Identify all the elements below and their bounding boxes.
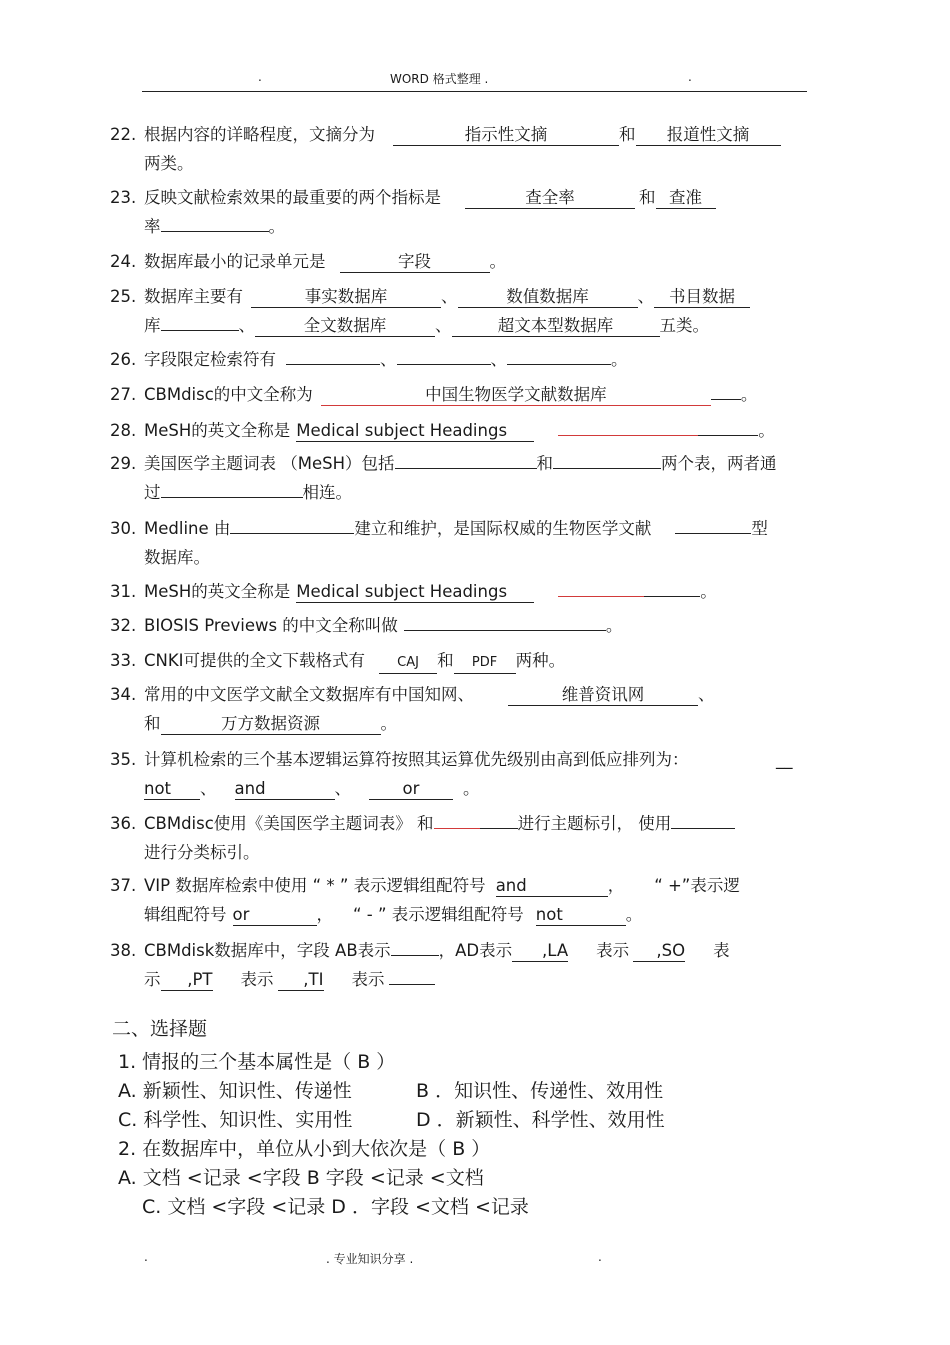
q36-red-blank (434, 828, 480, 829)
question-number: 25. (110, 287, 137, 306)
q36-text-2: 进行主题标引， 使用 (517, 814, 672, 833)
q27-text-2: 。 (740, 385, 758, 404)
q25-sep-1: 、 (441, 287, 458, 306)
q38-text-4: 表 (713, 941, 730, 960)
q27-blank (711, 399, 741, 400)
q34-answer-2: 万方数据资源 (161, 714, 381, 735)
q38-blank-2 (389, 984, 435, 985)
q26-text-1: 字段限定检索符有 (144, 350, 276, 369)
question-number: 35. (110, 750, 137, 769)
mc-q2-option-cd: C. 文档 <字段 <记录 D ．字段 <文档 <记录 (142, 1196, 529, 1218)
q33-answer-1: CAJ (379, 653, 437, 674)
footer-right-dot: . (598, 1250, 602, 1264)
question-number: 22. (110, 125, 137, 144)
q37-answer-3: not (536, 905, 626, 926)
q36-text-3: 进行分类标引。 (144, 843, 260, 862)
q30-text-2: 建立和维护，是国际权威的生物医学文献 (354, 519, 652, 538)
question-number: 30. (110, 519, 137, 538)
q28-answer-1: Medical subject Headings (296, 421, 534, 442)
q35-answer-2: and (235, 779, 335, 800)
q29-text-4: 过 (144, 483, 161, 502)
q35-answer-3: or (369, 779, 453, 800)
q23-answer-1: 查全率 (465, 188, 635, 209)
q30-text-1: Medline 由 (144, 519, 231, 538)
q31-text-2: 。 (700, 582, 717, 601)
q33-text-2: 和 (437, 651, 454, 670)
q38-text-7: 表示 (351, 970, 385, 989)
question-number: 34. (110, 685, 137, 704)
q38-blank-1 (391, 955, 439, 956)
q37-text-7: 。 (625, 905, 643, 924)
q24-text-1: 数据库最小的记录单元是 (144, 252, 326, 271)
q38-text-5: 示 (144, 970, 161, 989)
q23-text-3: 率 (144, 217, 161, 236)
q33-text-3: 两种。 (515, 651, 566, 670)
question-number: 26. (110, 350, 137, 369)
q34-text-3: 和 (144, 714, 161, 733)
mc-q1-option-b: B ．知识性、传递性、效用性 (416, 1080, 664, 1102)
section-title: 二、选择题 (112, 1018, 208, 1040)
q37-answer-2: or (233, 905, 317, 926)
q24-text-2: 。 (489, 252, 506, 271)
question-number: 24. (110, 252, 137, 271)
q25-text-1: 数据库主要有 (144, 287, 243, 306)
q38-answer-4: ,TI (278, 970, 324, 991)
q26-sep-2: 、 (490, 350, 507, 369)
q37-text-2: ， (607, 876, 625, 895)
q32-text-1: BIOSIS Previews 的中文全称叫做 (144, 616, 398, 635)
q22-answer-1: 指示性文摘 (393, 125, 619, 146)
q32-blank (404, 630, 606, 631)
q37-text-6: “ - ” 表示逻辑组配符号 (353, 905, 524, 924)
q38-text-6: 表示 (240, 970, 274, 989)
q38-answer-2: ,SO (633, 941, 685, 962)
q31-red-blank (558, 596, 644, 597)
q25-answer-3: 书目数据 (654, 287, 750, 308)
q34-text-1: 常用的中文医学文献全文数据库有中国知网、 (144, 685, 474, 704)
q29-text-2: 和 (536, 454, 554, 473)
q25-sep-3: 、 (238, 316, 255, 335)
q30-text-3: 型 (751, 519, 768, 538)
header-rule (142, 91, 807, 92)
q37-text-5: ， (316, 905, 333, 924)
mc-q1-stem: 1. 情报的三个基本属性是（ B ） (118, 1051, 396, 1073)
q26-blank-1 (286, 364, 380, 365)
q25-sep-2: 、 (637, 287, 654, 306)
question-number: 28. (110, 421, 137, 440)
q22-text-2: 和 (619, 125, 636, 144)
q30-blank-1 (230, 533, 354, 534)
q31-text-1: MeSH的英文全称是 (144, 582, 291, 601)
question-number: 37. (110, 876, 137, 895)
q38-text-1: CBMdisk数据库中，字段 AB表示 (144, 941, 391, 960)
q24-answer-1: 字段 (340, 252, 490, 273)
q35-text-2: __ (776, 750, 793, 769)
footer-center: . 专业知识分享 . (326, 1252, 414, 1266)
q29-text-5: 相连。 (302, 483, 352, 502)
q28-text-1: MeSH的英文全称是 (144, 421, 291, 440)
q36-blank-2 (671, 828, 735, 829)
q26-text-2: 。 (611, 350, 628, 369)
q36-blank-1 (480, 828, 518, 829)
q35-text-1: 计算机检索的三个基本逻辑运算符按照其运算优先级别由高到低应排列为： (144, 750, 689, 769)
q37-answer-1: and (496, 876, 608, 897)
q25-answer-1: 事实数据库 (251, 287, 441, 308)
footer-left-dot: . (144, 1250, 148, 1264)
q27-text-1: CBMdisc的中文全称为 (144, 385, 313, 404)
mc-q2-stem: 2. 在数据库中，单位从小到大依次是（ B ） (118, 1138, 491, 1160)
page-header (142, 68, 807, 90)
q25-answer-5: 超文本型数据库 (452, 316, 660, 337)
header-left-dot: . (258, 70, 262, 84)
q30-blank-2 (675, 533, 751, 534)
q29-text-1: 美国医学主题词表 （MeSH）包括 (144, 454, 395, 473)
question-number: 31. (110, 582, 137, 601)
q30-text-4: 数据库。 (144, 548, 210, 567)
q27-answer-1: 中国生物医学文献数据库 (321, 385, 711, 406)
mc-q2-option-ab: A. 文档 <记录 <字段 B 字段 <记录 <文档 (118, 1167, 484, 1189)
q25-sep-4: 、 (435, 316, 452, 335)
question-number: 36. (110, 814, 137, 833)
q37-text-4: 辑组配符号 (144, 905, 227, 924)
q36-text-1: CBMdisc使用《美国医学主题词表》 和 (144, 814, 434, 833)
q29-blank-1 (395, 468, 537, 469)
q26-blank-3 (507, 364, 611, 365)
q29-blank-2 (553, 468, 661, 469)
q31-answer-1: Medical subject Headings (296, 582, 534, 603)
header-title: WORD 格式整理 . (390, 72, 489, 86)
mc-q1-option-d: D ．新颖性、科学性、效用性 (416, 1109, 665, 1131)
q38-answer-1: ,LA (512, 941, 568, 962)
q25-text-2: 库 (144, 316, 161, 335)
q33-answer-2: PDF (454, 653, 516, 674)
q28-blank (698, 435, 758, 436)
q22-text-1: 根据内容的详略程度，文摘分为 (144, 125, 375, 144)
question-number: 38. (110, 941, 137, 960)
q35-text-3: 。 (463, 779, 480, 798)
q23-text-1: 反映文献检索效果的最重要的两个指标是 (144, 188, 441, 207)
q25-answer-4: 全文数据库 (255, 316, 435, 337)
q37-text-1: VIP 数据库检索中使用 “ * ” 表示逻辑组配符号 (144, 876, 486, 895)
question-number: 27. (110, 385, 137, 404)
q35-answer-1: not (144, 779, 200, 800)
q31-blank (644, 596, 700, 597)
q22-answer-2: 报道性文摘 (636, 125, 781, 146)
q35-sep-2: 、 (334, 779, 351, 798)
header-right-dot: . (688, 70, 692, 84)
q32-text-2: 。 (605, 616, 623, 635)
q33-text-1: CNKI可提供的全文下载格式有 (144, 651, 366, 670)
q29-text-3: 两个表，两者通 (661, 454, 777, 473)
q25-text-3: 五类。 (659, 316, 709, 335)
q34-answer-1: 维普资讯网 (508, 685, 698, 706)
mc-q1-option-a: A. 新颖性、知识性、传递性 (118, 1080, 352, 1102)
q23-text-2: 和 (639, 188, 656, 207)
question-number: 29. (110, 454, 137, 473)
q34-text-2: 、 (698, 685, 715, 704)
q26-blank-2 (397, 364, 491, 365)
q23-text-4: 。 (268, 217, 285, 236)
q38-answer-3: ,PT (161, 970, 213, 991)
q38-text-2: ，AD表示 (438, 941, 513, 960)
q34-text-4: 。 (380, 714, 397, 733)
question-number: 32. (110, 616, 137, 635)
q29-blank-3 (161, 497, 303, 498)
q38-text-3: 表示 (596, 941, 630, 960)
q28-text-2: 。 (758, 421, 775, 440)
q26-sep-1: 、 (380, 350, 397, 369)
q25-blank (161, 330, 239, 331)
question-number: 23. (110, 188, 137, 207)
q23-answer-2: 查准 (656, 188, 716, 209)
q25-answer-2: 数值数据库 (458, 287, 638, 308)
q28-red-blank (558, 435, 698, 436)
mc-q1-option-c: C. 科学性、知识性、实用性 (118, 1109, 353, 1131)
q23-blank (161, 231, 269, 232)
q35-sep-1: 、 (200, 779, 217, 798)
q22-text-3: 两类。 (144, 154, 194, 173)
q37-text-3: “ +”表示逻 (654, 876, 740, 895)
question-number: 33. (110, 651, 137, 670)
